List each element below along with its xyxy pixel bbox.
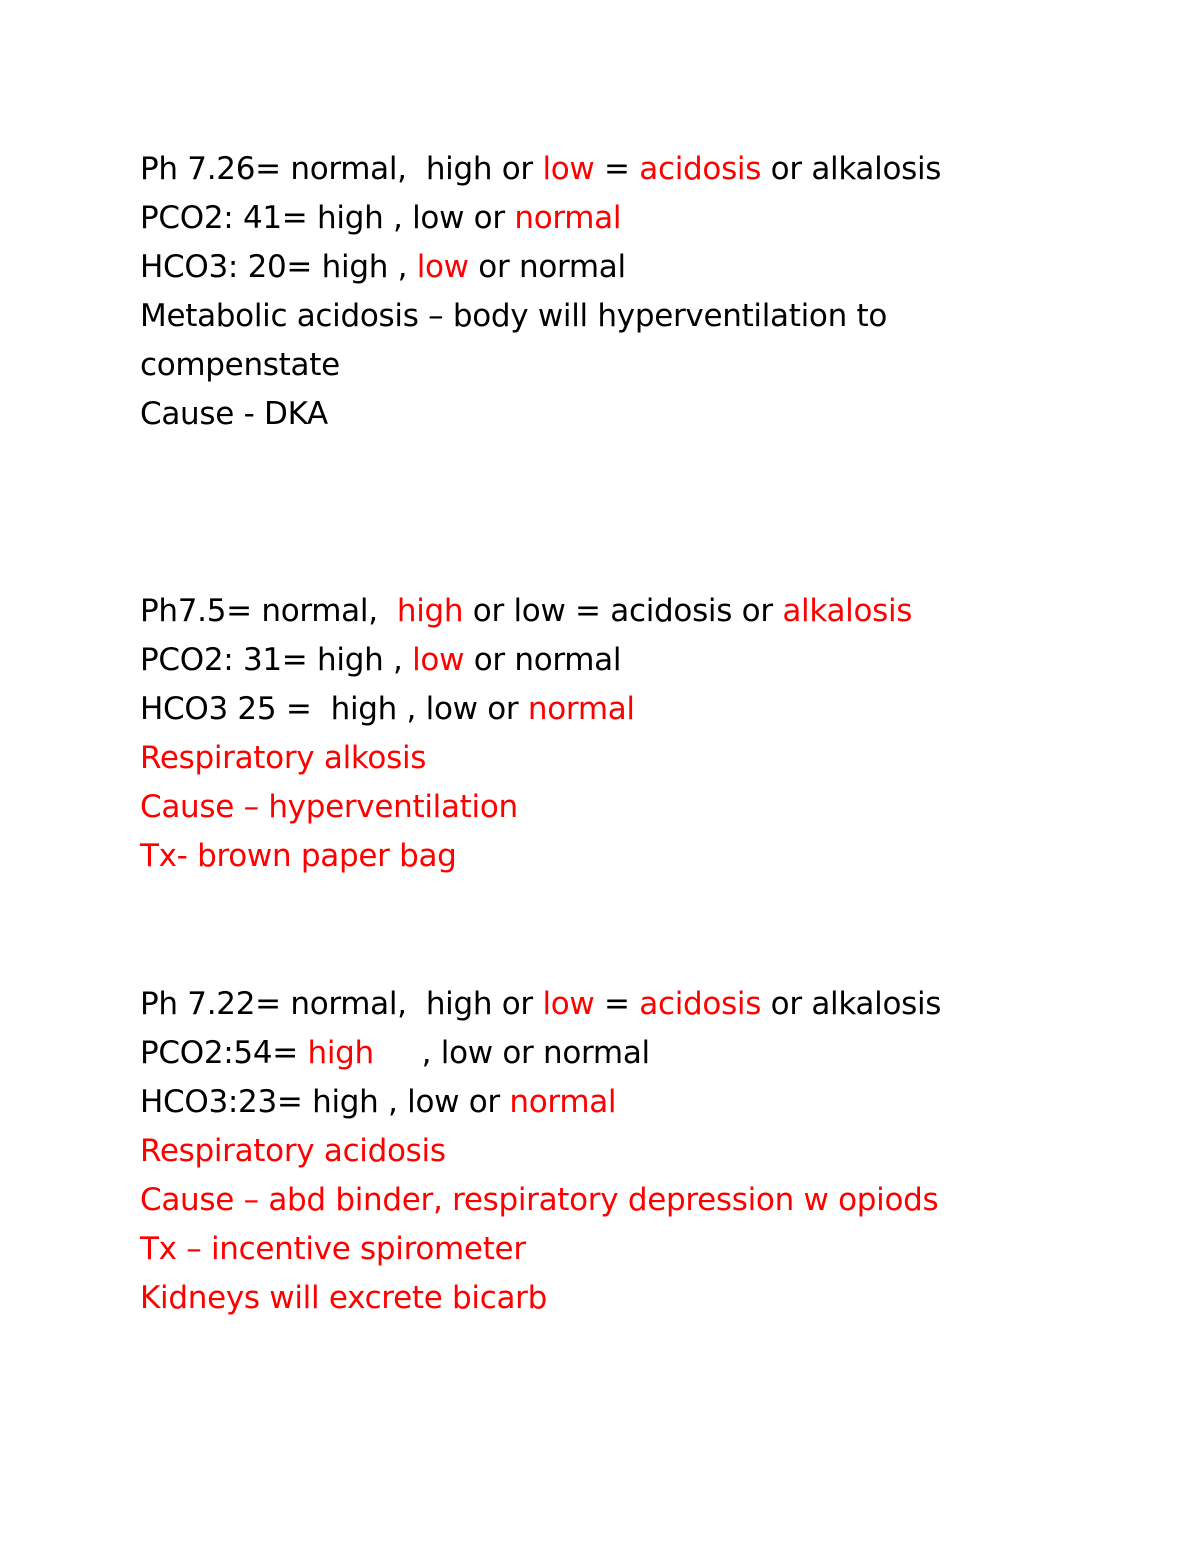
text-segment: HCO3 25 = high , low or (140, 691, 528, 727)
text-segment: or alkalosis (761, 986, 942, 1022)
text-segment: Ph7.5= normal, (140, 593, 397, 629)
highlighted-text: normal (514, 200, 622, 236)
text-line (140, 734, 1160, 783)
highlighted-text: Kidneys will excrete bicarb (140, 1280, 547, 1316)
text-segment: HCO3:23= high , low or (140, 1084, 510, 1120)
text-segment: Ph 7.22= normal, high or (140, 986, 543, 1022)
text-segment: = (594, 986, 640, 1022)
text-line (140, 1225, 1160, 1274)
highlighted-text: low (542, 151, 595, 187)
text-line (140, 1274, 1160, 1323)
text-segment: or normal (468, 249, 626, 285)
text-segment: PCO2: 41= high , low or (140, 200, 515, 236)
highlighted-text: Tx – incentive spirometer (140, 1231, 526, 1267)
abg-case-1 (140, 145, 1160, 439)
highlighted-text: alkalosis (782, 593, 913, 629)
highlighted-text: normal (527, 691, 635, 727)
text-segment: or low = acidosis or (463, 593, 783, 629)
text-segment: = (594, 151, 640, 187)
text-segment: or alkalosis (761, 151, 942, 187)
highlighted-text: Respiratory alkosis (140, 740, 427, 776)
text-line (140, 587, 1160, 636)
text-segment: PCO2: 31= high , (140, 642, 413, 678)
text-line (140, 1029, 1160, 1078)
text-line (140, 145, 1160, 194)
text-line (140, 783, 1160, 832)
text-segment: or normal (464, 642, 622, 678)
highlighted-text: Cause – hyperventilation (140, 789, 518, 825)
highlighted-text: normal (509, 1084, 617, 1120)
text-line (140, 194, 1160, 243)
text-line (140, 1078, 1160, 1127)
text-segment: Metabolic acidosis – body will hyperventilation to (140, 298, 888, 334)
highlighted-text: Cause – abd binder, respiratory depression w opiods (140, 1182, 939, 1218)
highlighted-text: high (307, 1035, 374, 1071)
text-line (140, 243, 1160, 292)
text-line (140, 1127, 1160, 1176)
text-segment: compenstate (140, 347, 340, 383)
text-line (140, 1176, 1160, 1225)
highlighted-text: acidosis (639, 986, 762, 1022)
text-line (140, 636, 1160, 685)
highlighted-text: low (542, 986, 595, 1022)
abg-case-3 (140, 980, 1160, 1323)
text-line (140, 980, 1160, 1029)
text-line (140, 341, 1160, 390)
highlighted-text: high (396, 593, 464, 629)
text-line (140, 685, 1160, 734)
abg-case-2 (140, 587, 1160, 881)
text-line (140, 292, 1160, 341)
text-line (140, 390, 1160, 439)
text-segment: Ph 7.26= normal, high or (140, 151, 543, 187)
text-segment: Cause - DKA (140, 396, 328, 432)
highlighted-text: Tx- brown paper bag (140, 838, 457, 874)
text-segment: , low or normal (373, 1035, 650, 1071)
text-segment: PCO2:54= (140, 1035, 308, 1071)
text-segment: HCO3: 20= high , (140, 249, 417, 285)
highlighted-text: Respiratory acidosis (140, 1133, 446, 1169)
highlighted-text: low (416, 249, 469, 285)
highlighted-text: acidosis (639, 151, 762, 187)
highlighted-text: low (412, 642, 465, 678)
text-line (140, 832, 1160, 881)
